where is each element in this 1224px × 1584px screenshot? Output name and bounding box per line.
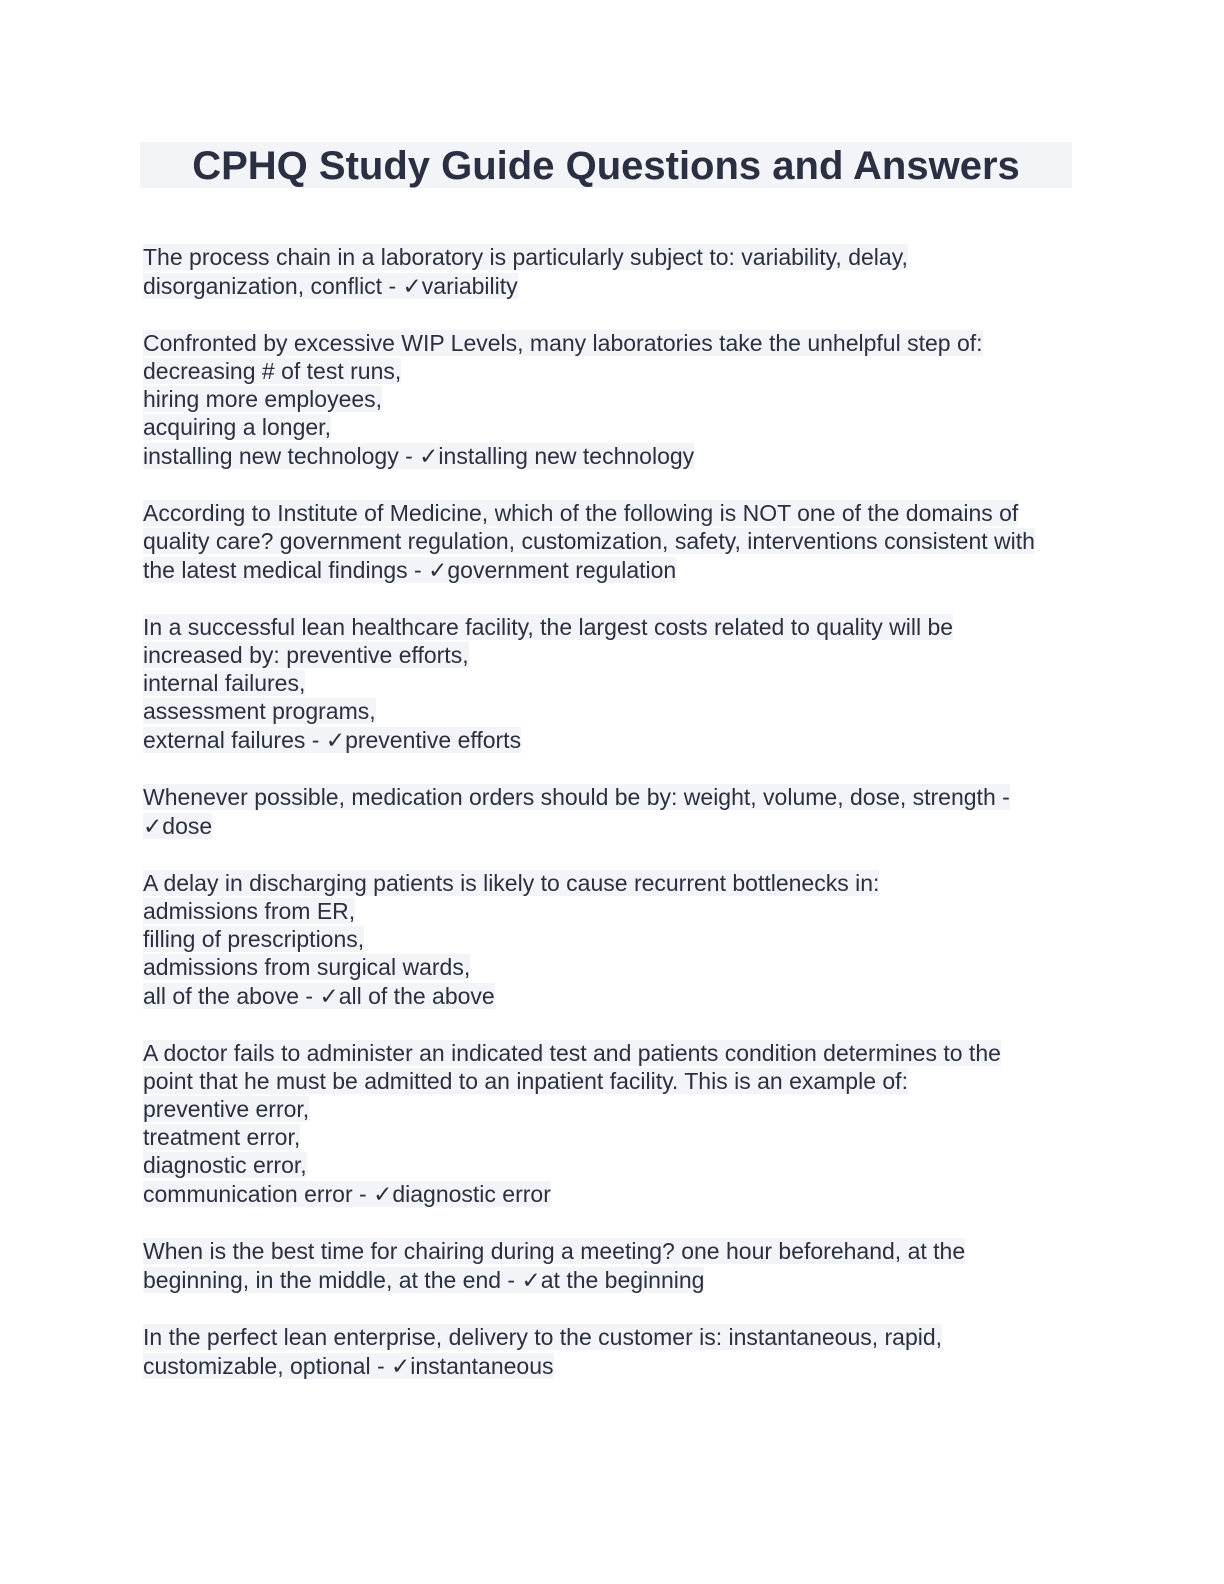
qa-answer-line: the latest medical findings - ✓government regulation [143, 557, 677, 583]
qa-answer-line: communication error - ✓diagnostic error [143, 1181, 551, 1207]
qa-answer-line: customizable, optional - ✓instantaneous [143, 1353, 554, 1379]
qa-item [143, 613, 1083, 756]
qa-line: A delay in discharging patients is likely to cause recurrent bottlenecks in: [143, 870, 880, 896]
qa-answer-line: beginning, in the middle, at the end - ✓at the beginning [143, 1267, 705, 1293]
qa-list [143, 243, 1083, 1409]
qa-answer-line: all of the above - ✓all of the above [143, 983, 495, 1009]
qa-line: assessment programs, [143, 698, 376, 724]
qa-line: The process chain in a laboratory is particularly subject to: variability, delay, [143, 244, 908, 270]
qa-item [143, 499, 1083, 586]
qa-line: Whenever possible, medication orders should be by: weight, volume, dose, strength - [143, 784, 1010, 810]
qa-line: decreasing # of test runs, [143, 358, 402, 384]
qa-line: increased by: preventive efforts, [143, 642, 469, 668]
qa-line: In a successful lean healthcare facility, the largest costs related to quality will be [143, 614, 954, 640]
qa-line: acquiring a longer, [143, 414, 331, 440]
qa-item [143, 243, 1083, 302]
qa-line: treatment error, [143, 1124, 301, 1150]
qa-line: A doctor fails to administer an indicated test and patients condition determines to the [143, 1040, 1001, 1066]
qa-line: When is the best time for chairing during a meeting? one hour beforehand, at the [143, 1238, 966, 1264]
qa-item [143, 869, 1083, 1012]
qa-line: preventive error, [143, 1096, 310, 1122]
qa-item [143, 329, 1083, 472]
qa-answer-line: disorganization, conflict - ✓variability [143, 273, 518, 299]
qa-line: filling of prescriptions, [143, 926, 365, 952]
qa-line: point that he must be admitted to an inpatient facility. This is an example of: [143, 1068, 908, 1094]
qa-line: Confronted by excessive WIP Levels, many laboratories take the unhelpful step of: [143, 330, 983, 356]
qa-line: admissions from surgical wards, [143, 954, 471, 980]
qa-line: In the perfect lean enterprise, delivery to the customer is: instantaneous, rapid, [143, 1324, 943, 1350]
qa-line: quality care? government regulation, customization, safety, interventions consistent with [143, 528, 1035, 554]
qa-line: diagnostic error, [143, 1152, 307, 1178]
qa-item [143, 783, 1083, 842]
page-title: CPHQ Study Guide Questions and Answers [192, 144, 1020, 188]
qa-line: admissions from ER, [143, 898, 356, 924]
qa-line: hiring more employees, [143, 386, 383, 412]
qa-line: According to Institute of Medicine, which of the following is NOT one of the domains of [143, 500, 1019, 526]
qa-answer-line: installing new technology - ✓installing new technology [143, 443, 695, 469]
qa-line: internal failures, [143, 670, 306, 696]
qa-item [143, 1323, 1083, 1382]
qa-answer-line: ✓dose [143, 813, 213, 839]
qa-item [143, 1039, 1083, 1210]
qa-item [143, 1237, 1083, 1296]
qa-answer-line: external failures - ✓preventive efforts [143, 727, 522, 753]
